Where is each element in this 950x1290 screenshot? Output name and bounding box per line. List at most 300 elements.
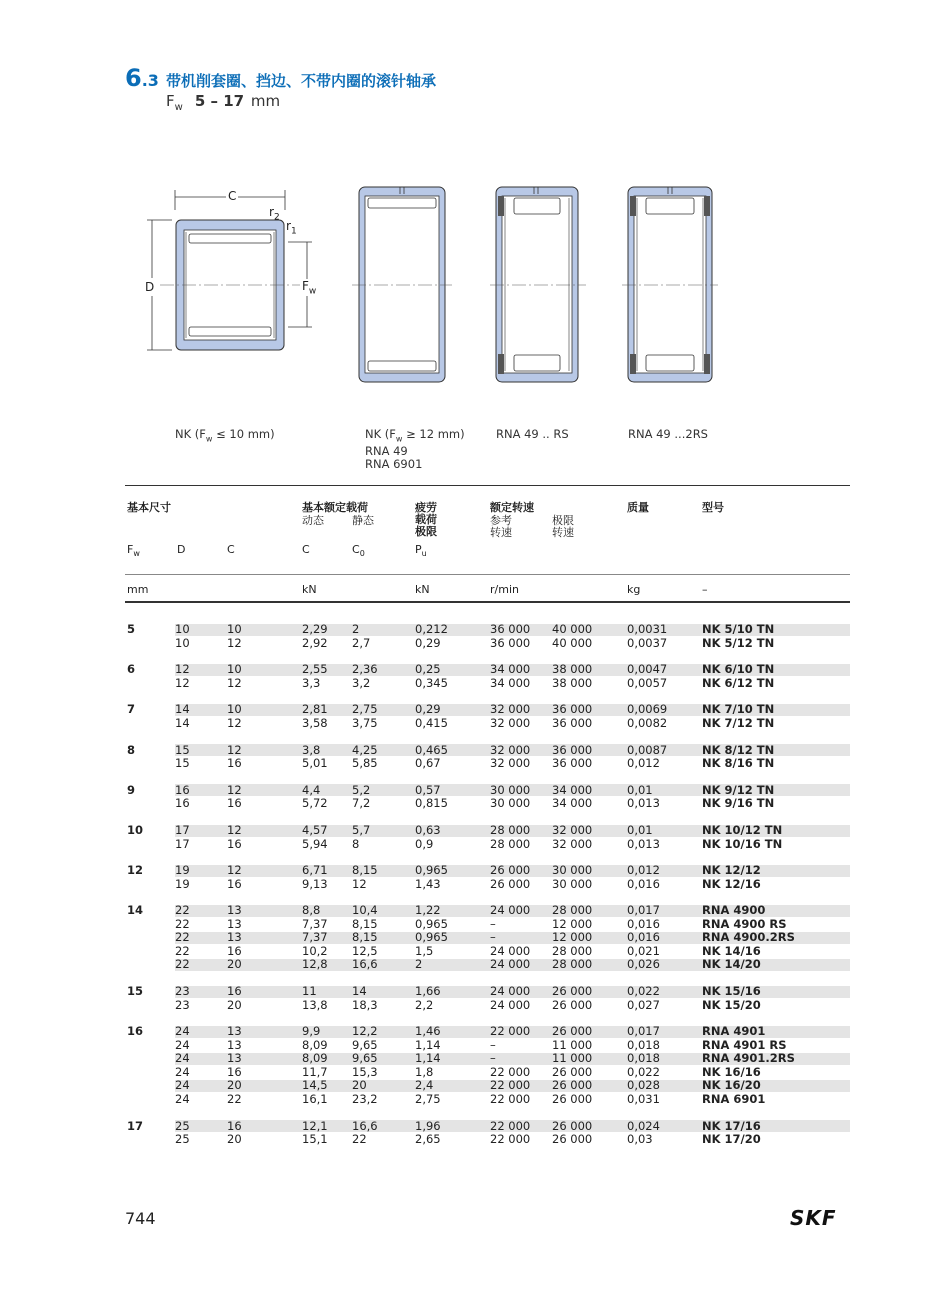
cell-speed-lim: 11 000 (552, 1037, 593, 1052)
drawing-rna-2rs (622, 187, 718, 382)
cell-c-dyn: 5,72 (302, 796, 328, 811)
cell-speed-ref: 34 000 (490, 675, 531, 690)
cell-c0: 9,65 (352, 1051, 378, 1066)
cell-pu: 2,2 (415, 997, 434, 1012)
cell-designation: NK 14/20 (702, 957, 761, 972)
cell-designation: RNA 4901 RS (702, 1037, 787, 1052)
cell-c0: 8 (352, 836, 360, 851)
cell-pu: 0,965 (415, 863, 448, 878)
group-fw: 5 (127, 622, 136, 636)
cell-d: 25 (175, 1118, 190, 1133)
cell-speed-lim: 34 000 (552, 782, 593, 797)
cell-speed-ref: 26 000 (490, 876, 531, 891)
cell-speed-lim: 30 000 (552, 876, 593, 891)
cell-speed-lim: 32 000 (552, 836, 593, 851)
cell-pu: 0,965 (415, 930, 448, 945)
cell-mass: 0,013 (627, 796, 660, 811)
cell-d: 15 (175, 742, 190, 757)
cell-pu: 0,67 (415, 756, 441, 771)
skf-logo (790, 1208, 852, 1228)
cell-speed-lim: 30 000 (552, 863, 593, 878)
cell-d: 24 (175, 1037, 190, 1052)
cell-designation: NK 8/12 TN (702, 742, 775, 757)
cell-speed-ref: 22 000 (490, 1091, 531, 1106)
cell-c-dyn: 9,13 (302, 876, 328, 891)
cell-c: 13 (227, 1024, 242, 1039)
group-fw: 12 (127, 863, 144, 878)
cell-c-dyn: 5,01 (302, 756, 328, 771)
cell-mass: 0,013 (627, 836, 660, 851)
cell-pu: 1,8 (415, 1064, 434, 1079)
cell-d: 19 (175, 863, 190, 878)
cell-designation: NK 6/10 TN (702, 662, 775, 677)
cell-speed-ref: 36 000 (490, 622, 531, 636)
cell-speed-ref: 22 000 (490, 1064, 531, 1079)
cell-mass: 0,031 (627, 1091, 660, 1106)
cell-mass: 0,0037 (627, 635, 668, 650)
cell-speed-lim: 34 000 (552, 796, 593, 811)
cell-speed-ref: 32 000 (490, 742, 531, 757)
cell-designation: NK 10/12 TN (702, 823, 783, 837)
unit-kg: kg (627, 583, 641, 596)
cell-c0: 14 (352, 984, 367, 999)
cell-speed-ref: 32 000 (490, 715, 531, 730)
cell-speed-lim: 26 000 (552, 1078, 593, 1093)
group-fw: 14 (127, 903, 144, 918)
sym-d: D (177, 543, 186, 556)
cell-designation: NK 14/16 (702, 943, 761, 958)
cell-speed-lim: 28 000 (552, 943, 593, 958)
cell-mass: 0,03 (627, 1132, 653, 1146)
group-fw: 9 (127, 782, 136, 797)
cell-pu: 1,22 (415, 903, 441, 918)
cell-pu: 1,14 (415, 1051, 441, 1066)
cell-designation: NK 9/12 TN (702, 782, 775, 797)
cell-designation: NK 15/20 (702, 997, 761, 1012)
cell-d: 24 (175, 1078, 190, 1093)
cell-d: 22 (175, 930, 190, 945)
cell-c0: 23,2 (352, 1091, 378, 1106)
cell-d: 12 (175, 675, 190, 690)
cell-c0: 2,7 (352, 635, 371, 650)
cell-mass: 0,026 (627, 957, 660, 972)
hdr-speed: 额定转速 (490, 501, 534, 514)
cell-speed-ref: 26 000 (490, 863, 531, 878)
cell-d: 22 (175, 943, 190, 958)
cell-c0: 12,2 (352, 1024, 378, 1039)
cell-c-dyn: 7,37 (302, 916, 328, 931)
drawing-rna-rs (490, 187, 586, 382)
cell-speed-lim: 40 000 (552, 635, 593, 650)
cell-pu: 2 (415, 957, 423, 972)
cell-c: 12 (227, 675, 242, 690)
dim-label-fw: $F_w$ (302, 279, 317, 297)
cell-designation: NK 16/16 (702, 1064, 761, 1079)
cell-c: 20 (227, 957, 242, 972)
cell-designation: NK 9/16 TN (702, 796, 775, 811)
cell-c: 12 (227, 782, 242, 797)
page-number: 744 (125, 1209, 156, 1228)
cell-c-dyn: 2,92 (302, 635, 328, 650)
cell-pu: 0,57 (415, 782, 441, 797)
cell-c0: 2,75 (352, 702, 378, 717)
cell-pu: 1,43 (415, 876, 441, 891)
cell-speed-lim: 36 000 (552, 756, 593, 771)
cell-c-dyn: 4,57 (302, 823, 328, 837)
cell-speed-ref: 32 000 (490, 702, 531, 717)
cell-d: 17 (175, 836, 190, 851)
cell-pu: 0,465 (415, 742, 448, 757)
cell-speed-ref: 36 000 (490, 635, 531, 650)
cell-c: 16 (227, 943, 242, 958)
cell-c: 16 (227, 836, 242, 851)
cell-c-dyn: 6,71 (302, 863, 328, 878)
cell-c0: 18,3 (352, 997, 378, 1012)
hdr-speed-lim: 极限 转速 (552, 514, 574, 539)
cell-d: 19 (175, 876, 190, 891)
cell-mass: 0,0031 (627, 622, 668, 636)
cell-c0: 5,7 (352, 823, 371, 837)
diameter-range: $F_w$ 5 – 17 mm (166, 92, 281, 113)
cell-c-dyn: 13,8 (302, 997, 328, 1012)
section-title: 带机削套圈、挡边、不带内圈的滚针轴承 (166, 72, 437, 90)
cell-c-dyn: 3,3 (302, 675, 321, 690)
cell-speed-lim: 36 000 (552, 742, 593, 757)
cell-designation: NK 17/16 (702, 1118, 761, 1133)
cell-c: 10 (227, 622, 242, 636)
cell-pu: 2,65 (415, 1132, 441, 1146)
cell-speed-lim: 26 000 (552, 1118, 593, 1133)
cell-speed-lim: 40 000 (552, 622, 593, 636)
cell-speed-ref: 24 000 (490, 997, 531, 1012)
caption-nk-small: NK ($F_w \le 10$ mm) (175, 427, 275, 444)
cell-pu: 1,66 (415, 984, 441, 999)
cell-speed-lim: 26 000 (552, 1091, 593, 1106)
cell-designation: NK 5/12 TN (702, 635, 775, 650)
sym-fw: $F_w$ (127, 543, 140, 559)
hdr-load-stat: 静态 (352, 514, 374, 527)
cell-mass: 0,016 (627, 930, 660, 945)
cell-c0: 9,65 (352, 1037, 378, 1052)
cell-d: 10 (175, 635, 190, 650)
cell-speed-lim: 28 000 (552, 903, 593, 918)
cell-c-dyn: 4,4 (302, 782, 321, 797)
cell-d: 24 (175, 1091, 190, 1106)
cell-designation: NK 8/16 TN (702, 756, 775, 771)
cell-c0: 16,6 (352, 1118, 378, 1133)
cell-pu: 2,4 (415, 1078, 434, 1093)
cell-d: 16 (175, 782, 190, 797)
cell-c-dyn: 8,09 (302, 1037, 328, 1052)
cell-designation: NK 10/16 TN (702, 836, 783, 851)
sym-c-dyn: C (302, 543, 310, 556)
cell-d: 23 (175, 997, 190, 1012)
hdr-load: 基本额定载荷 (302, 501, 368, 514)
cell-designation: RNA 4901 (702, 1024, 766, 1039)
section-number: 6.3 (125, 64, 159, 92)
drawing-nk-large (352, 187, 452, 382)
cell-designation: RNA 4900 (702, 903, 766, 918)
cell-d: 24 (175, 1024, 190, 1039)
cell-c: 12 (227, 715, 242, 730)
cell-mass: 0,028 (627, 1078, 660, 1093)
cell-speed-lim: 26 000 (552, 984, 593, 999)
header-top-rule (125, 485, 850, 486)
cell-d: 14 (175, 702, 190, 717)
cell-speed-ref: 22 000 (490, 1078, 531, 1093)
sym-c: C (227, 543, 235, 556)
cell-c-dyn: 3,58 (302, 715, 328, 730)
cell-d: 23 (175, 984, 190, 999)
cell-c-dyn: 10,2 (302, 943, 328, 958)
cell-mass: 0,022 (627, 984, 660, 999)
group-fw: 10 (127, 823, 144, 837)
bearing-drawings (0, 0, 950, 420)
cell-mass: 0,01 (627, 782, 653, 797)
cell-c: 10 (227, 662, 242, 677)
cell-c0: 5,85 (352, 756, 378, 771)
cell-c0: 12,5 (352, 943, 378, 958)
cell-pu: 1,5 (415, 943, 434, 958)
cell-c: 16 (227, 1118, 242, 1133)
cell-c-dyn: 8,8 (302, 903, 321, 918)
cell-c: 13 (227, 916, 242, 931)
hdr-load-dyn: 动态 (302, 514, 324, 527)
cell-c-dyn: 3,8 (302, 742, 321, 757)
cell-pu: 0,965 (415, 916, 448, 931)
cell-pu: 0,9 (415, 836, 434, 851)
cell-d: 24 (175, 1051, 190, 1066)
cell-mass: 0,018 (627, 1051, 660, 1066)
cell-c-dyn: 2,55 (302, 662, 328, 677)
cell-mass: 0,022 (627, 1064, 660, 1079)
cell-mass: 0,021 (627, 943, 660, 958)
cell-speed-lim: 12 000 (552, 930, 593, 945)
cell-speed-ref: 24 000 (490, 943, 531, 958)
cell-mass: 0,017 (627, 903, 660, 918)
cell-mass: 0,01 (627, 823, 653, 837)
unit-kn: kN (302, 583, 317, 596)
cell-d: 14 (175, 715, 190, 730)
cell-c0: 4,25 (352, 742, 378, 757)
cell-mass: 0,0047 (627, 662, 668, 677)
cell-mass: 0,016 (627, 916, 660, 931)
cell-designation: NK 5/10 TN (702, 622, 775, 636)
sym-pu: $P_u$ (415, 543, 427, 559)
cell-designation: NK 12/12 (702, 863, 761, 878)
cell-c-dyn: 9,9 (302, 1024, 321, 1039)
hdr-mass: 质量 (627, 501, 649, 514)
cell-pu: 0,415 (415, 715, 448, 730)
cell-d: 22 (175, 903, 190, 918)
cell-designation: RNA 4900.2RS (702, 930, 795, 945)
cell-pu: 2,75 (415, 1091, 441, 1106)
cell-designation: NK 12/16 (702, 876, 761, 891)
cell-d: 12 (175, 662, 190, 677)
dim-label-r1: $r_1$ (286, 219, 297, 237)
cell-c-dyn: 7,37 (302, 930, 328, 945)
cell-c0: 2 (352, 622, 360, 636)
cell-pu: 0,29 (415, 635, 441, 650)
cell-mass: 0,0057 (627, 675, 668, 690)
cell-c: 16 (227, 1064, 242, 1079)
cell-c0: 2,36 (352, 662, 378, 677)
cell-c0: 8,15 (352, 916, 378, 931)
cell-c: 12 (227, 635, 242, 650)
cell-c: 20 (227, 997, 242, 1012)
cell-c0: 8,15 (352, 930, 378, 945)
cell-d: 22 (175, 957, 190, 972)
cell-designation: RNA 4900 RS (702, 916, 787, 931)
cell-designation: NK 6/12 TN (702, 675, 775, 690)
cell-pu: 1,96 (415, 1118, 441, 1133)
dim-label-c: C (228, 189, 237, 203)
cell-c-dyn: 2,29 (302, 622, 328, 636)
cell-c: 20 (227, 1078, 242, 1093)
sym-c0: $C_0$ (352, 543, 365, 559)
cell-c0: 5,2 (352, 782, 371, 797)
cell-speed-ref: 24 000 (490, 903, 531, 918)
cell-c0: 22 (352, 1132, 367, 1146)
cell-d: 16 (175, 796, 190, 811)
cell-designation: NK 16/20 (702, 1078, 761, 1093)
drawing-nk-small (147, 190, 312, 350)
cell-c: 13 (227, 903, 242, 918)
cell-speed-ref: 28 000 (490, 823, 531, 837)
cell-c-dyn: 12,8 (302, 957, 328, 972)
cell-designation: NK 15/16 (702, 984, 761, 999)
cell-pu: 1,46 (415, 1024, 441, 1039)
cell-speed-ref: 24 000 (490, 957, 531, 972)
cell-speed-lim: 26 000 (552, 997, 593, 1012)
cell-c-dyn: 5,94 (302, 836, 328, 851)
cell-speed-ref: – (490, 1051, 496, 1066)
hdr-designation: 型号 (702, 501, 724, 514)
unit-rmin: r/min (490, 583, 519, 596)
dim-label-r2: $r_2$ (269, 205, 280, 223)
cell-speed-lim: 11 000 (552, 1051, 593, 1066)
cell-c: 16 (227, 876, 242, 891)
cell-c-dyn: 11,7 (302, 1064, 328, 1079)
cell-mass: 0,0082 (627, 715, 668, 730)
cell-pu: 0,212 (415, 622, 448, 636)
cell-mass: 0,018 (627, 1037, 660, 1052)
cell-c: 12 (227, 823, 242, 837)
cell-c: 13 (227, 930, 242, 945)
cell-c0: 8,15 (352, 863, 378, 878)
cell-speed-lim: 12 000 (552, 916, 593, 931)
hdr-fatigue: 疲劳 载荷 极限 (415, 501, 437, 538)
cell-mass: 0,027 (627, 997, 660, 1012)
cell-speed-lim: 38 000 (552, 662, 593, 677)
cell-designation: RNA 4901.2RS (702, 1051, 795, 1066)
cell-mass: 0,0087 (627, 742, 668, 757)
cell-pu: 0,29 (415, 702, 441, 717)
cell-d: 15 (175, 756, 190, 771)
cell-speed-ref: 28 000 (490, 836, 531, 851)
cell-speed-ref: 22 000 (490, 1132, 531, 1146)
cell-speed-ref: – (490, 1037, 496, 1052)
cell-c: 12 (227, 742, 242, 757)
cell-speed-ref: – (490, 916, 496, 931)
cell-designation: NK 17/20 (702, 1132, 761, 1146)
cell-speed-ref: – (490, 930, 496, 945)
group-fw: 6 (127, 662, 136, 677)
cell-c0: 3,75 (352, 715, 378, 730)
cell-d: 25 (175, 1132, 190, 1146)
cell-c: 16 (227, 756, 242, 771)
cell-mass: 0,016 (627, 876, 660, 891)
cell-designation: RNA 6901 (702, 1091, 766, 1106)
cell-c: 10 (227, 702, 242, 717)
group-fw: 7 (127, 702, 136, 717)
cell-c0: 20 (352, 1078, 367, 1093)
cell-speed-ref: 34 000 (490, 662, 531, 677)
cell-c-dyn: 2,81 (302, 702, 328, 717)
svg-text:SKF: SKF (790, 1208, 837, 1228)
cell-speed-ref: 30 000 (490, 782, 531, 797)
cell-c: 22 (227, 1091, 242, 1106)
cell-mass: 0,017 (627, 1024, 660, 1039)
cell-c0: 16,6 (352, 957, 378, 972)
cell-designation: NK 7/10 TN (702, 702, 775, 717)
cell-speed-ref: 24 000 (490, 984, 531, 999)
cell-pu: 1,14 (415, 1037, 441, 1052)
unit-dash: – (702, 583, 708, 596)
cell-c0: 10,4 (352, 903, 378, 918)
cell-speed-lim: 26 000 (552, 1132, 593, 1146)
cell-c: 20 (227, 1132, 242, 1146)
cell-speed-lim: 36 000 (552, 702, 593, 717)
hdr-speed-ref: 参考 转速 (490, 514, 512, 539)
cell-pu: 0,345 (415, 675, 448, 690)
group-fw: 16 (127, 1024, 144, 1039)
group-fw: 17 (127, 1118, 144, 1133)
cell-speed-lim: 38 000 (552, 675, 593, 690)
cell-c-dyn: 15,1 (302, 1132, 328, 1146)
cell-speed-ref: 22 000 (490, 1024, 531, 1039)
cell-speed-lim: 36 000 (552, 715, 593, 730)
cell-c-dyn: 11 (302, 984, 317, 999)
cell-c: 13 (227, 1037, 242, 1052)
cell-c: 13 (227, 1051, 242, 1066)
cell-c0: 15,3 (352, 1064, 378, 1079)
cell-c-dyn: 14,5 (302, 1078, 328, 1093)
cell-speed-lim: 28 000 (552, 957, 593, 972)
cell-d: 10 (175, 622, 190, 636)
cell-pu: 0,815 (415, 796, 448, 811)
cell-c-dyn: 8,09 (302, 1051, 328, 1066)
cell-d: 17 (175, 823, 190, 837)
cell-c: 12 (227, 863, 242, 878)
unit-mm: mm (127, 583, 149, 596)
cell-c0: 3,2 (352, 675, 371, 690)
header-mid-rule (125, 574, 850, 575)
unit-kn-fatigue: kN (415, 583, 430, 596)
cell-speed-lim: 26 000 (552, 1064, 593, 1079)
caption-rna-2rs: RNA 49 ...2RS (628, 427, 708, 441)
cell-c0: 12 (352, 876, 367, 891)
cell-mass: 0,0069 (627, 702, 668, 717)
cell-speed-ref: 32 000 (490, 756, 531, 771)
cell-mass: 0,012 (627, 863, 660, 878)
group-fw: 15 (127, 984, 144, 999)
cell-speed-ref: 22 000 (490, 1118, 531, 1133)
hdr-dims: 基本尺寸 (127, 501, 171, 514)
group-fw: 8 (127, 742, 136, 757)
cell-c: 16 (227, 984, 242, 999)
cell-c-dyn: 12,1 (302, 1118, 328, 1133)
